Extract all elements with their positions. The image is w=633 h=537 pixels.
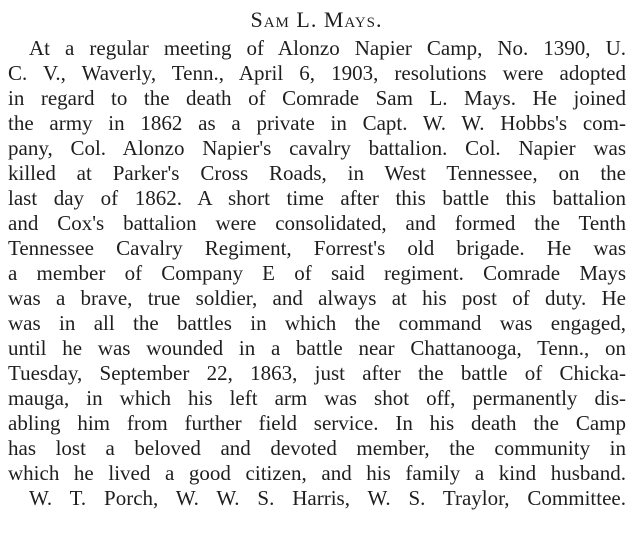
article-line: which he lived a good citizen, and his family a kind husband.	[8, 461, 626, 485]
committee-signature-line: W. T. Porch, W. W. S. Harris, W. S. Traylor, Committee.	[29, 486, 626, 510]
article-line: mauga, in which his left arm was shot off, permanently dis-	[8, 386, 626, 410]
article-line: abling him from further field service. In his death the Camp	[8, 411, 626, 435]
article-line: has lost a beloved and devoted member, the community in	[8, 436, 626, 460]
article-line: killed at Parker's Cross Roads, in West Tennessee, on the	[8, 161, 626, 185]
article-line: Tennessee Cavalry Regiment, Forrest's old brigade. He was	[8, 236, 626, 260]
article-line: Tuesday, September 22, 1863, just after the battle of Chicka-	[8, 361, 626, 385]
article-line: and Cox's battalion were consolidated, and formed the Tenth	[8, 211, 626, 235]
article-line: a member of Company E of said regiment. Comrade Mays	[8, 261, 626, 285]
article-line: was a brave, true soldier, and always at his post of duty. He	[8, 286, 626, 310]
article-body	[8, 36, 626, 511]
article-line: in regard to the death of Comrade Sam L. Mays. He joined	[8, 86, 626, 110]
article-title: Sam L. Mays.	[250, 7, 383, 32]
article-line: C. V., Waverly, Tenn., April 6, 1903, resolutions were adopted	[8, 61, 626, 85]
article-line: the army in 1862 as a private in Capt. W. W. Hobbs's com-	[8, 111, 626, 135]
article-line: last day of 1862. A short time after this battle this battalion	[8, 186, 626, 210]
article-line: was in all the battles in which the command was engaged,	[8, 311, 626, 335]
article-line: At a regular meeting of Alonzo Napier Camp, No. 1390, U.	[29, 36, 626, 60]
article-line: pany, Col. Alonzo Napier's cavalry battalion. Col. Napier was	[8, 136, 626, 160]
article-line: until he was wounded in a battle near Chattanooga, Tenn., on	[8, 336, 626, 360]
